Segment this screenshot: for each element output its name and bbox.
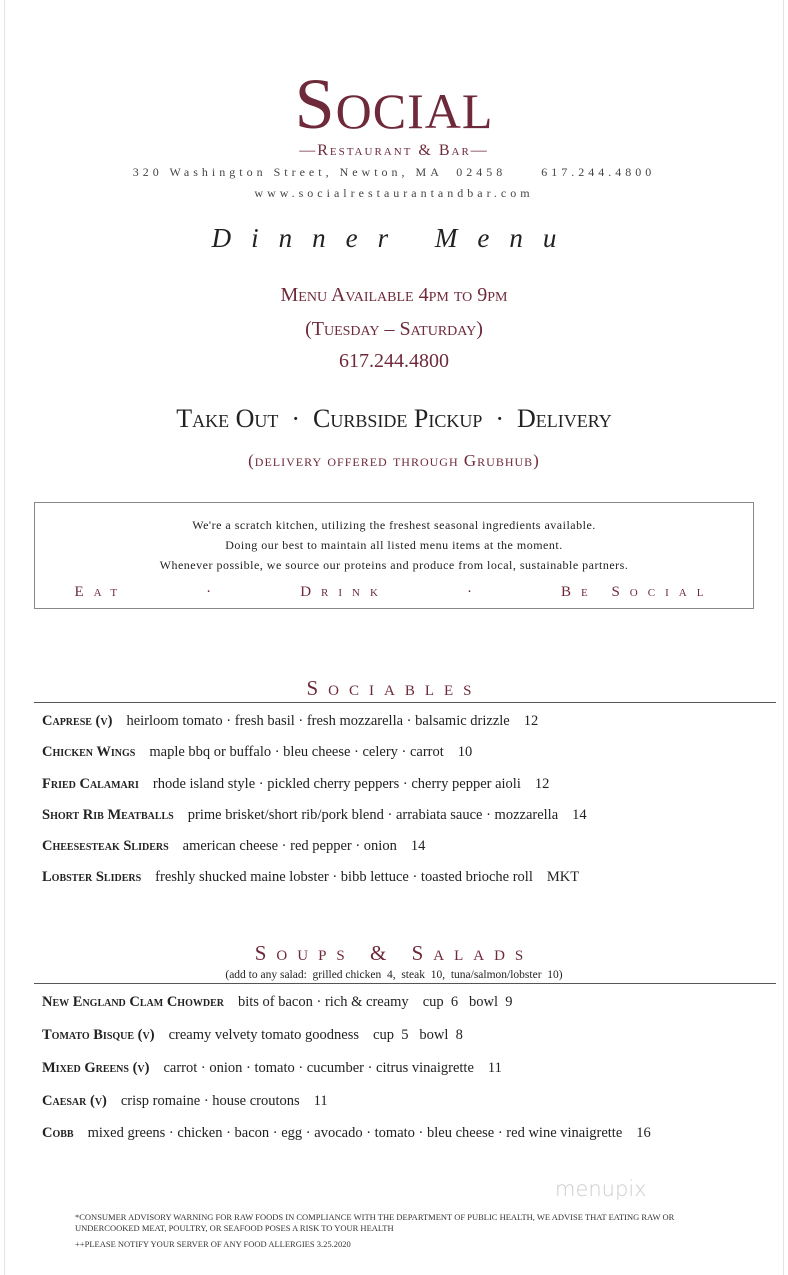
logo: Social	[294, 64, 494, 144]
menu-item	[42, 837, 425, 855]
menu-item	[42, 868, 579, 886]
item-description: rhode island style · pickled cherry peppers · cherry pepper aioli	[152, 776, 521, 792]
item-name: Cobb	[42, 1125, 74, 1141]
item-price: 12	[523, 713, 539, 729]
item-price: 16	[636, 1125, 651, 1141]
item-name: Lobster Sliders	[42, 869, 142, 885]
item-description: crisp romaine · house croutons	[120, 1093, 300, 1109]
tagline-drink: Drink	[300, 584, 388, 600]
menu-item	[42, 1124, 651, 1142]
availability: Menu Available 4pm to 9pm	[280, 284, 508, 306]
allergy-note: ++PLEASE NOTIFY YOUR SERVER OF ANY FOOD ALLERGIES 3.25.2020	[75, 1239, 351, 1249]
info-line: Doing our best to maintain all listed menu items at the moment.	[225, 538, 563, 552]
watermark: menupix	[555, 1177, 647, 1201]
item-price: MKT	[546, 869, 580, 885]
days: (Tuesday – Saturday)	[305, 318, 483, 340]
tagline-be-social: Be Social	[560, 584, 714, 600]
item-description: american cheese · red pepper · onion	[182, 838, 397, 854]
item-description: prime brisket/short rib/pork blend · arrabiata sauce · mozzarella	[187, 807, 559, 823]
item-name: Cheesesteak Sliders	[42, 838, 169, 854]
item-price: cup 6 bowl 9	[422, 994, 513, 1010]
item-description: creamy velvety tomato goodness	[168, 1027, 360, 1043]
item-name: Caesar (v)	[42, 1093, 107, 1109]
info-line: We're a scratch kitchen, utilizing the freshest seasonal ingredients available.	[192, 518, 596, 532]
item-name: Tomato Bisque (v)	[42, 1027, 155, 1043]
item-description: mixed greens · chicken · bacon · egg · avocado · tomato · bleu cheese · red wine vinaigrette	[87, 1125, 623, 1141]
item-description: carrot · onion · tomato · cucumber · citrus vinaigrette	[163, 1060, 474, 1076]
item-name: Fried Calamari	[42, 776, 139, 792]
footer	[75, 1212, 725, 1250]
address: 320 Washington Street, Newton, MA 02458 617.244.4800	[132, 165, 656, 179]
section-title-sociables: Sociables	[306, 676, 482, 700]
item-price: cup 5 bowl 8	[373, 1027, 463, 1043]
info-box	[34, 502, 754, 609]
menu-item	[42, 1059, 502, 1077]
item-description: heirloom tomato · fresh basil · fresh mozzarella · balsamic drizzle	[126, 713, 510, 729]
salad-addons: (add to any salad: grilled chicken 4, steak 10, tuna/salmon/lobster 10)	[225, 969, 563, 981]
menu-item	[42, 775, 549, 793]
section-title-soups-salads: Soups & Salads	[254, 941, 534, 965]
menu-title: Dinner Menu	[211, 223, 577, 253]
menu-item	[42, 806, 587, 824]
tagline-dot: ·	[466, 584, 482, 600]
item-name: Chicken Wings	[42, 744, 136, 760]
menu-item	[42, 993, 513, 1011]
logo-subtitle: —Restaurant & Bar—	[299, 142, 489, 159]
services: Take Out · Curbside Pickup · Delivery	[176, 404, 612, 433]
menu-item	[42, 712, 538, 730]
item-description: bits of bacon · rich & creamy	[237, 994, 409, 1010]
item-description: freshly shucked maine lobster · bibb lettuce · toasted brioche roll	[155, 869, 533, 885]
menu-item	[42, 1026, 463, 1044]
delivery-note: (delivery offered through Grubhub)	[248, 451, 540, 470]
item-price: 14	[410, 838, 426, 854]
item-name: New England Clam Chowder	[42, 994, 224, 1010]
item-description: maple bbq or buffalo · bleu cheese · celery · carrot	[149, 744, 444, 760]
item-price: 10	[457, 744, 473, 760]
item-price: 14	[572, 807, 587, 823]
tagline-eat: Eat	[74, 584, 128, 600]
item-price: 11	[313, 1093, 328, 1109]
divider	[34, 702, 776, 703]
item-name: Short Rib Meatballs	[42, 807, 174, 823]
divider	[34, 983, 776, 984]
website[interactable]: www.socialrestaurantandbar.com	[254, 186, 534, 200]
consumer-advisory: *CONSUMER ADVISORY WARNING FOR RAW FOODS IN COMPLIANCE WITH THE DEPARTMENT OF PUBLIC HEALTH, WE ADVISE THAT EATING RAW OR UNDERCOOKED MEAT, POULTRY, OR SEAFOOD POSES A RISK TO YOUR HEALTH	[75, 1212, 675, 1233]
phone[interactable]: 617.244.4800	[339, 350, 449, 372]
tagline	[35, 583, 753, 601]
info-line: Whenever possible, we source our proteins and produce from local, sustainable partners.	[159, 558, 629, 572]
menu-item	[42, 1092, 328, 1110]
item-price: 11	[487, 1060, 502, 1076]
item-price: 12	[534, 776, 550, 792]
item-name: Caprese (v)	[42, 713, 113, 729]
tagline-dot: ·	[206, 584, 222, 600]
item-name: Mixed Greens (v)	[42, 1060, 150, 1076]
menu-item	[42, 743, 472, 761]
